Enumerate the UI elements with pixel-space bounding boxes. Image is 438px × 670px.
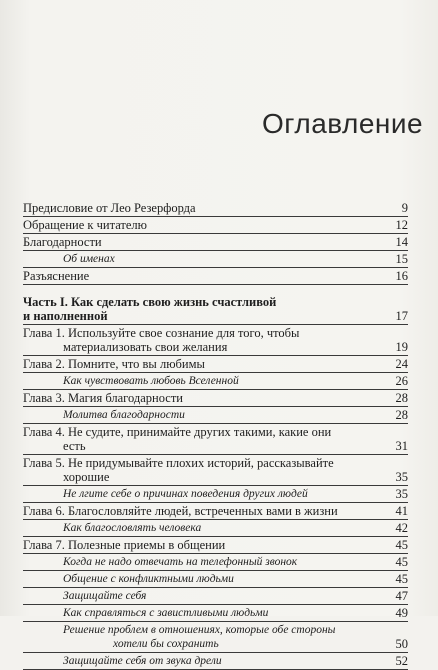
toc-subentry — [23, 571, 408, 588]
toc-entry-page: 26 — [395, 374, 408, 388]
toc-part-heading — [23, 294, 408, 325]
toc-entry-label: Не лгите себе о причинах поведения других людей — [63, 488, 308, 500]
toc-entry-line2: хотели бы сохранить — [113, 638, 219, 650]
toc-entry-line2: хорошие — [63, 470, 110, 484]
toc-entry-line2: материализовать свои желания — [63, 340, 228, 354]
toc-entry-page: 12 — [395, 218, 408, 232]
toc-entry-line1: Глава 4. Не судите, принимайте других такими, какие они — [23, 425, 332, 439]
toc-entry-page: 45 — [395, 555, 408, 569]
toc-entry-page: 28 — [395, 408, 408, 422]
toc-subentry — [23, 653, 408, 670]
toc-chapter — [23, 390, 408, 407]
toc-entry-page: 35 — [395, 487, 408, 501]
toc-entry-label: Предисловие от Лео Резерфорда — [23, 201, 196, 215]
toc-entry-label: Защищайте себя — [63, 590, 147, 602]
toc-subentry — [23, 407, 408, 424]
toc-entry-label: Как справляться с завистливыми людьми — [63, 607, 269, 619]
toc-entry-label — [23, 295, 386, 323]
toc-entry-page: 28 — [395, 391, 408, 405]
toc-subentry — [23, 373, 408, 390]
toc-entry-label: Обращение к читателю — [23, 218, 148, 232]
toc-entry-label: Благодарности — [23, 235, 102, 249]
toc-entry-label — [23, 326, 386, 354]
toc-chapter — [23, 503, 408, 520]
toc-chapter — [23, 424, 408, 455]
toc-entry-page: 47 — [395, 589, 408, 603]
toc-entry-page: 41 — [395, 504, 408, 518]
toc-entry-page: 19 — [395, 340, 408, 354]
toc-entry-label — [23, 425, 386, 453]
toc-entry-label: Как благословлять человека — [63, 522, 202, 534]
toc-entry — [23, 268, 408, 285]
toc-entry — [23, 200, 408, 217]
toc-subentry — [23, 520, 408, 537]
toc-entry-label — [23, 456, 386, 484]
toc-entry-label: Глава 2. Помните, что вы любимы — [23, 357, 205, 371]
toc-entry-line2: и наполненной — [23, 309, 108, 323]
toc-entry-page: 35 — [395, 470, 408, 484]
toc-entry-line1: Часть I. Как сделать свою жизнь счастливой — [23, 295, 277, 309]
toc-entry-line1: Глава 1. Используйте свое сознание для того, чтобы — [23, 326, 300, 340]
toc-entry-page: 24 — [395, 357, 408, 371]
toc-entry-label: Как чувствовать любовь Вселенной — [63, 375, 239, 387]
toc-chapter — [23, 325, 408, 356]
toc-entry-line1: Глава 5. Не придумывайте плохих историй, рассказывайте — [23, 456, 334, 470]
toc-subentry — [23, 605, 408, 622]
toc-entry-page: 16 — [395, 269, 408, 283]
toc-entry-line1: Решение проблем в отношениях, которые обе стороны — [63, 624, 336, 636]
toc-entry-label: Разъяснение — [23, 269, 90, 283]
toc-chapter — [23, 455, 408, 486]
toc-entry-label: Глава 6. Благословляйте людей, встреченных вами в жизни — [23, 504, 338, 518]
toc-entry-label: Молитва благодарности — [63, 409, 185, 421]
table-of-contents — [23, 200, 408, 670]
toc-entry-line2: есть — [63, 439, 86, 453]
toc-entry-label: Об именах — [63, 253, 115, 265]
toc-chapter — [23, 537, 408, 554]
page-title: Оглавление — [262, 108, 424, 139]
toc-entry — [23, 217, 408, 234]
toc-entry-label: Глава 3. Магия благодарности — [23, 391, 183, 405]
toc-entry-page: 17 — [395, 309, 408, 323]
toc-chapter — [23, 356, 408, 373]
toc-entry-page: 42 — [395, 521, 408, 535]
toc-subentry — [23, 622, 408, 653]
toc-entry-page: 15 — [395, 252, 408, 266]
toc-subentry — [23, 251, 408, 268]
toc-entry-page: 14 — [395, 235, 408, 249]
toc-entry-label: Когда не надо отвечать на телефонный звонок — [63, 556, 298, 568]
toc-subentry — [23, 486, 408, 503]
toc-entry-page: 50 — [395, 637, 408, 651]
toc-entry-label — [23, 623, 386, 651]
toc-entry-page: 31 — [395, 439, 408, 453]
toc-entry-page: 45 — [395, 572, 408, 586]
toc-subentry — [23, 588, 408, 605]
toc-entry — [23, 234, 408, 251]
toc-entry-page: 9 — [401, 201, 408, 215]
toc-entry-page: 52 — [395, 654, 408, 668]
toc-entry-page: 45 — [395, 538, 408, 552]
toc-entry-label: Общение с конфликтными людьми — [63, 573, 234, 585]
toc-entry-label: Защищайте себя от звука дрели — [63, 655, 222, 667]
toc-entry-page: 49 — [395, 606, 408, 620]
toc-entry-label: Глава 7. Полезные приемы в общении — [23, 538, 226, 552]
toc-subentry — [23, 554, 408, 571]
